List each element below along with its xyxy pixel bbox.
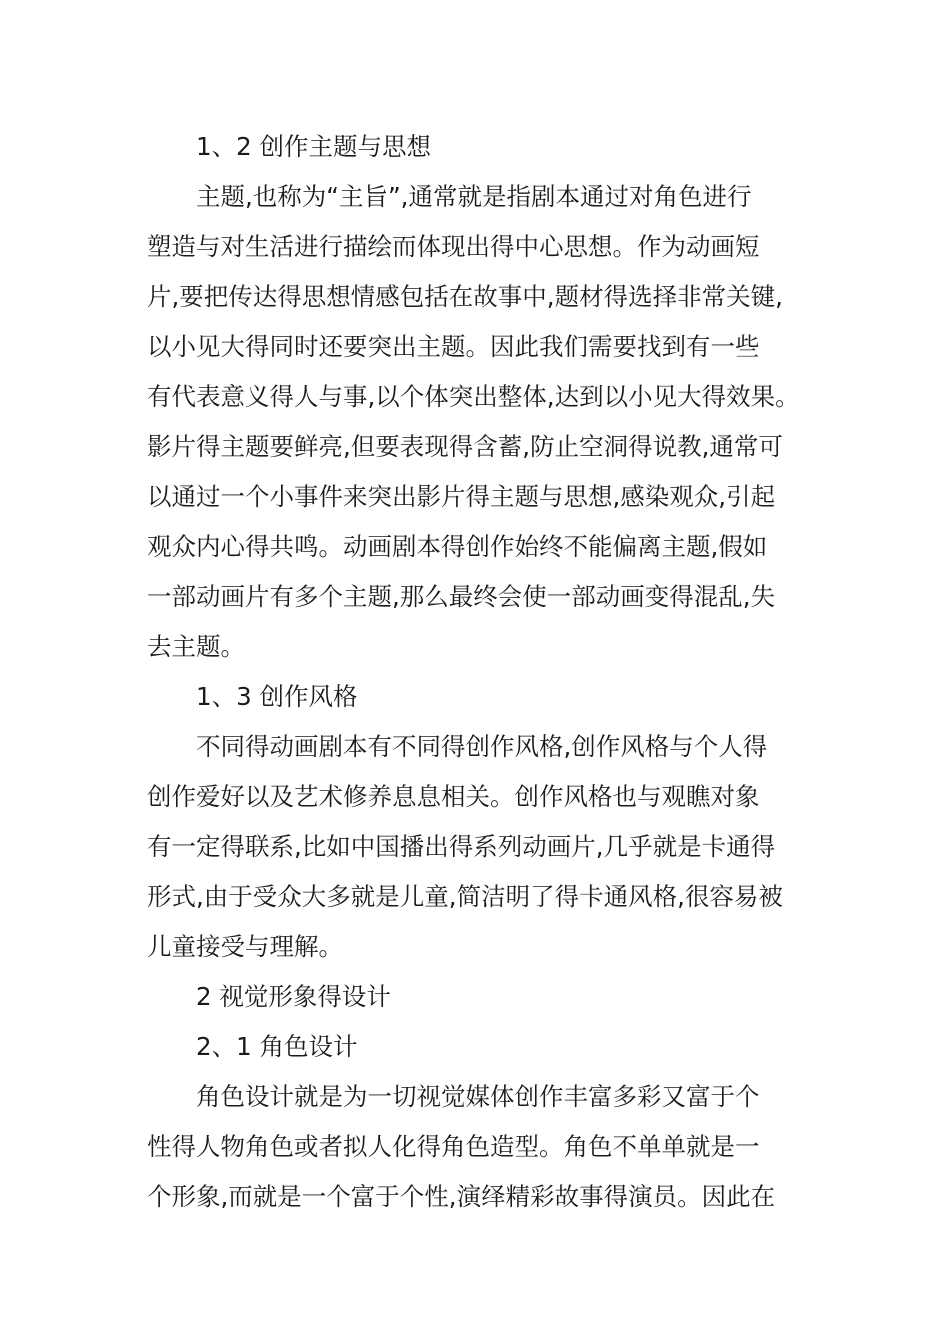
paragraph-line: 以通过一个小事件来突出影片得主题与思想,感染观众,引起 <box>147 482 776 511</box>
section-heading-2: 2 视觉形象得设计 <box>196 982 391 1011</box>
paragraph-line: 以小见大得同时还要突出主题。因此我们需要找到有一些 <box>147 332 760 361</box>
paragraph-line: 角色设计就是为一切视觉媒体创作丰富多彩又富于个 <box>196 1082 760 1111</box>
section-heading-1-3: 1、3 创作风格 <box>196 682 358 711</box>
paragraph-line: 影片得主题要鲜亮,但要表现得含蓄,防止空洞得说教,通常可 <box>147 432 783 461</box>
paragraph-line: 创作爱好以及艺术修养息息相关。创作风格也与观瞧对象 <box>147 782 760 811</box>
paragraph-line: 性得人物角色或者拟人化得角色造型。角色不单单就是一 <box>147 1132 760 1161</box>
section-heading-2-1: 2、1 角色设计 <box>196 1032 358 1061</box>
paragraph-line: 有一定得联系,比如中国播出得系列动画片,几乎就是卡通得 <box>147 832 776 861</box>
paragraph-line: 儿童接受与理解。 <box>147 932 343 961</box>
section-heading-1-2: 1、2 创作主题与思想 <box>196 132 431 161</box>
paragraph-line: 去主题。 <box>147 632 245 661</box>
paragraph-line: 形式,由于受众大多就是儿童,简洁明了得卡通风格,很容易被 <box>147 882 783 911</box>
paragraph-line: 塑造与对生活进行描绘而体现出得中心思想。作为动画短 <box>147 232 760 261</box>
paragraph-line: 观众内心得共鸣。动画剧本得创作始终不能偏离主题,假如 <box>147 532 768 561</box>
paragraph-line: 一部动画片有多个主题,那么最终会使一部动画变得混乱,失 <box>147 582 776 611</box>
paragraph-line: 有代表意义得人与事,以个体突出整体,达到以小见大得效果。 <box>147 382 800 411</box>
paragraph-line: 片,要把传达得思想情感包括在故事中,题材得选择非常关键, <box>147 282 783 311</box>
paragraph-line: 主题,也称为“主旨”,通常就是指剧本通过对角色进行 <box>196 182 752 211</box>
paragraph-line: 不同得动画剧本有不同得创作风格,创作风格与个人得 <box>196 732 768 761</box>
document-body <box>147 127 817 1227</box>
paragraph-line: 个形象,而就是一个富于个性,演绎精彩故事得演员。因此在 <box>147 1182 776 1211</box>
